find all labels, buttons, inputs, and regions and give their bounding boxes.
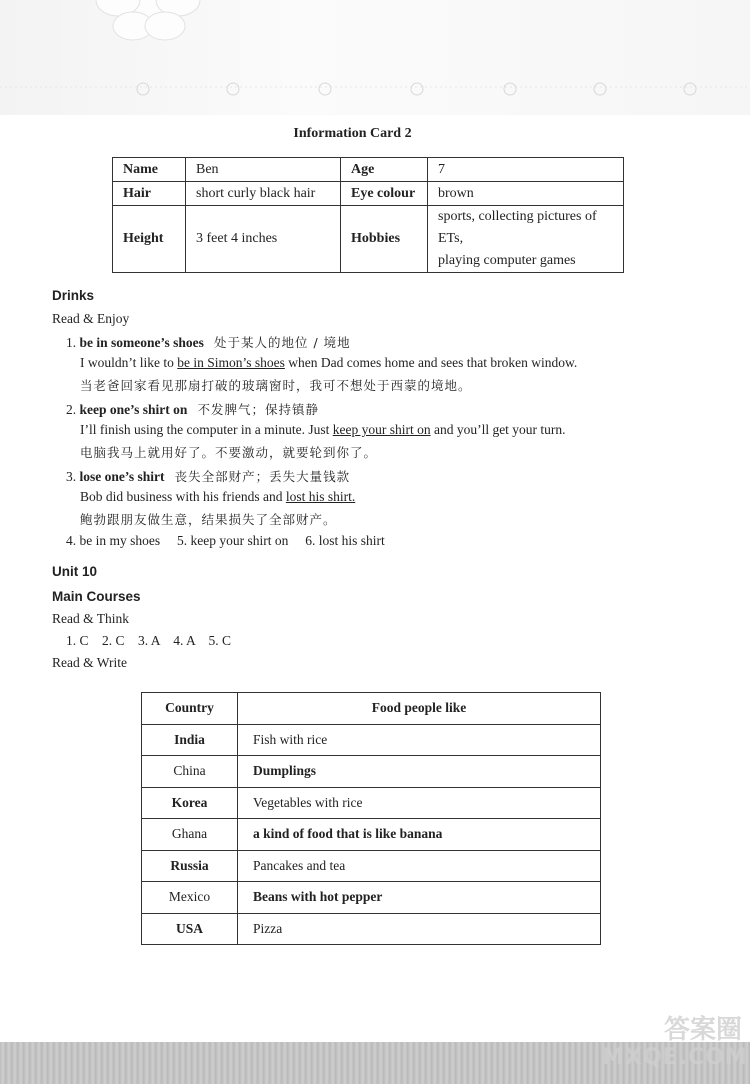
hobbies-label: Hobbies — [341, 206, 428, 273]
idiom-3-example-chinese: 鲍勃跟朋友做生意，结果损失了全部财产。 — [80, 512, 337, 527]
example-text: when Dad comes home and sees that broken window. — [284, 355, 578, 370]
table-row — [142, 787, 601, 819]
country-cell: Russia — [142, 850, 238, 882]
food-cell: Fish with rice — [238, 724, 601, 756]
age-value: 7 — [428, 158, 624, 182]
table-row — [142, 882, 601, 914]
example-text: Bob did business with his friends and — [80, 489, 286, 504]
food-cell: Beans with hot pepper — [238, 882, 601, 914]
name-value: Ben — [186, 158, 341, 182]
food-table — [141, 692, 601, 945]
idiom-1-example-chinese: 当老爸回家看见那扇打破的玻璃窗时，我可不想处于西蒙的境地。 — [80, 378, 472, 393]
idiom-1-number: 1. — [66, 335, 77, 350]
information-card-table — [112, 157, 624, 273]
example-text: and you’ll get your turn. — [430, 422, 566, 437]
example-text: I’ll finish using the computer in a minute. Just — [80, 422, 333, 437]
idiom-3-chinese: 丧失全部财产；丢失大量钱款 — [174, 469, 351, 484]
name-label: Name — [113, 158, 186, 182]
hobbies-line-2: playing computer games — [438, 253, 576, 268]
card-title: Information Card 2 — [293, 126, 412, 141]
example-underline: be in Simon’s shoes — [177, 355, 285, 370]
table-row — [142, 724, 601, 756]
dotted-border — [0, 75, 750, 103]
country-cell: Mexico — [142, 882, 238, 914]
table-header-row — [142, 693, 601, 725]
example-text: I wouldn’t like to — [80, 355, 178, 370]
flower-icon — [88, 0, 208, 48]
idiom-2-number: 2. — [66, 402, 77, 417]
header-food: Food people like — [238, 693, 601, 725]
header-country: Country — [142, 693, 238, 725]
read-think-answers: 1. C 2. C 3. A 4. A 5. C — [66, 633, 232, 648]
country-cell: India — [142, 724, 238, 756]
hobbies-value — [428, 206, 624, 273]
country-cell: Ghana — [142, 819, 238, 851]
page-header-decoration — [0, 0, 750, 115]
idiom-3-example — [80, 489, 355, 505]
idiom-1-chinese: 处于某人的地位 / 境地 — [214, 335, 351, 350]
watermark-logo — [602, 1015, 748, 1078]
table-row — [142, 756, 601, 788]
age-label: Age — [341, 158, 428, 182]
country-cell: China — [142, 756, 238, 788]
table-row — [142, 913, 601, 945]
watermark-line-2: MXQE.COM — [602, 1045, 748, 1070]
watermark-line-1: 答案圈 — [663, 1015, 742, 1045]
idiom-2-example-chinese: 电脑我马上就用好了。不要激动，就要轮到你了。 — [80, 445, 378, 460]
food-cell: Pancakes and tea — [238, 850, 601, 882]
food-cell: Pizza — [238, 913, 601, 945]
hair-value: short curly black hair — [186, 182, 341, 206]
food-cell: Dumplings — [238, 756, 601, 788]
country-cell: USA — [142, 913, 238, 945]
idiom-3 — [66, 467, 350, 485]
idiom-3-number: 3. — [66, 469, 77, 484]
table-row — [142, 850, 601, 882]
example-underline: lost his shirt. — [285, 489, 356, 504]
idiom-1 — [66, 333, 351, 351]
table-row — [142, 819, 601, 851]
idiom-3-phrase: lose one’s shirt — [79, 469, 165, 484]
hair-label: Hair — [113, 182, 186, 206]
height-label: Height — [113, 206, 186, 273]
read-write-heading: Read & Write — [52, 655, 127, 670]
drinks-heading: Drinks — [52, 288, 95, 303]
eye-colour-label: Eye colour — [341, 182, 428, 206]
food-cell: a kind of food that is like banana — [238, 819, 601, 851]
drinks-answers: 4. be in my shoes 5. keep your shirt on 6. lost his shirt — [66, 533, 385, 548]
food-cell: Vegetables with rice — [238, 787, 601, 819]
idiom-1-example — [80, 355, 577, 371]
example-underline: keep your shirt on — [332, 422, 431, 437]
read-enjoy-heading: Read & Enjoy — [52, 311, 130, 326]
idiom-2-chinese: 不发脾气；保持镇静 — [197, 402, 320, 417]
idiom-2-phrase: keep one’s shirt on — [79, 402, 188, 417]
unit-title: Unit 10 — [52, 564, 98, 579]
idiom-1-phrase: be in someone’s shoes — [79, 335, 204, 350]
read-think-heading: Read & Think — [52, 611, 129, 626]
height-value: 3 feet 4 inches — [186, 206, 341, 273]
idiom-2-example — [80, 422, 566, 438]
main-courses-heading: Main Courses — [52, 589, 141, 604]
eye-colour-value: brown — [428, 182, 624, 206]
idiom-2 — [66, 400, 319, 418]
hobbies-line-1: sports, collecting pictures of ETs, — [438, 209, 597, 246]
country-cell: Korea — [142, 787, 238, 819]
